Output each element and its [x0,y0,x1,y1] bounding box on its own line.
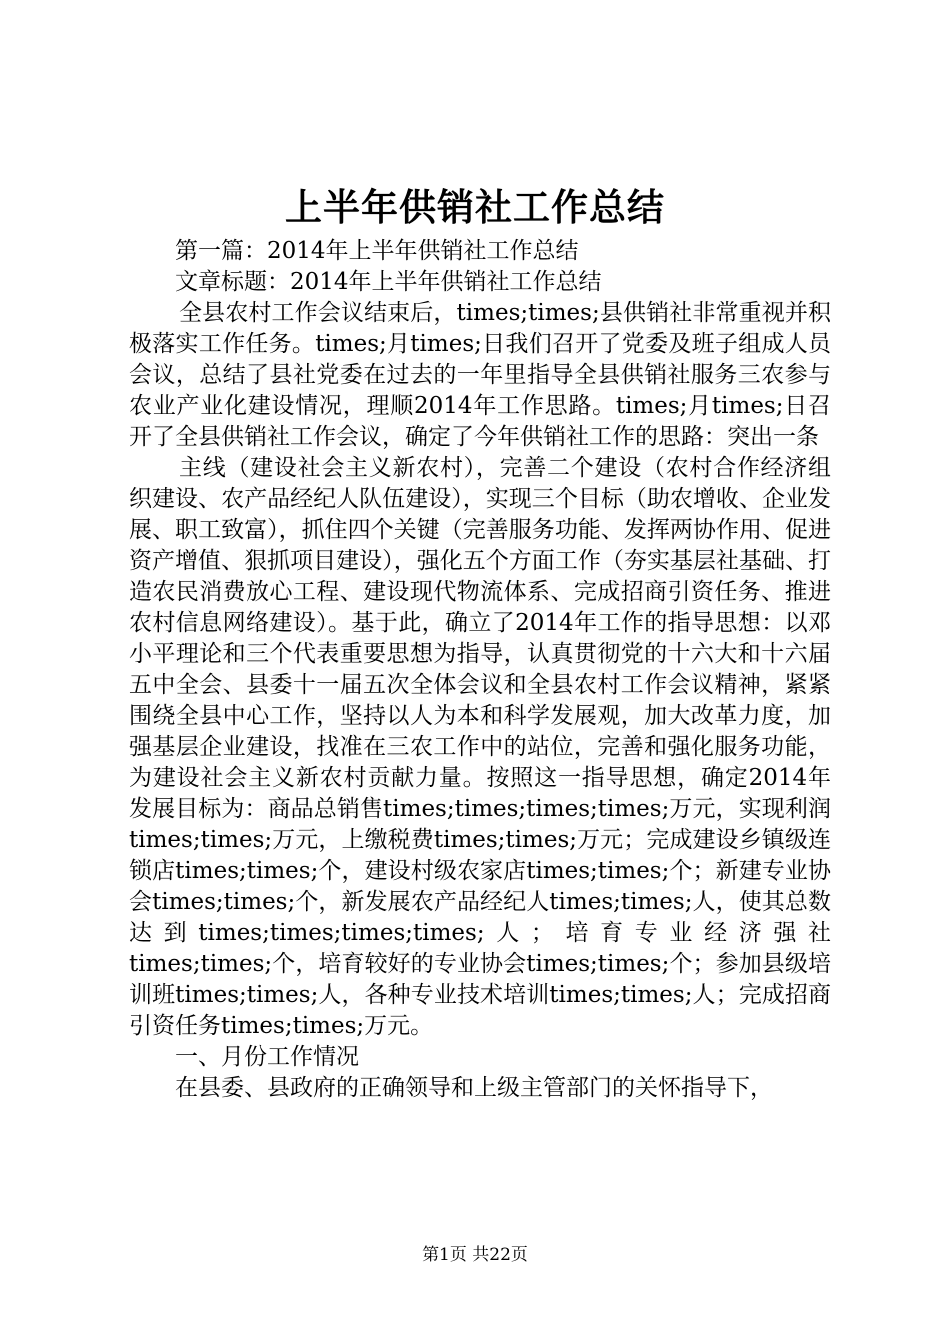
body-paragraph: 在县委、县政府的正确领导和上级主管部门的关怀指导下， [175,1075,773,1101]
section-heading: 一、月份工作情况 [175,1044,359,1070]
body-paragraph: 主线（建设社会主义新农村），完善二个建设（农村合作经济组织建设、农产品经纪人队伍建设），实现三个目标（助农增收、企业发展、职工致富），抓住四个关键（完善服务功能、发挥两协作用、促进资产增值、狠抓项目建设），强化五个方面工作（夯实基层社基础、打造农民消费放心工程、建设现代物流体系、完成招商引资任务、推进农村信息网络建设）。基于此，确立了2014年工作的指导思想：以邓小平理论和三个代表重要思想为指导，认真贯彻党的十六大和十六届五中全会、县委十一届五次全体会议和全县农村工作会议精神，紧紧围绕全县中心工作，坚持以人为本和科学发展观，加大改革力度，加强基层企业建设，找准在三农工作中的站位，完善和强化服务功能，为建设社会主义新农村贡献力量。按照这一指导思想，确定2014年发展目标为：商品总销售times;times;times;times;万元，实现利润times;times;万元，上缴税费times;times;万元；完成建设乡镇级连锁店times;times;个，建设村级农家店times;times;个；新建专业协会times;times;个，新发展农产品经纪人times;times;人，使其总数达到times;times;times;times;人；培育专业经济强社times;times;个，培育较好的专业协会times;times;个；参加县级培训班times;times;人，各种专业技术培训times;times;人；完成招商引资任务times;times;万元。 [129,455,831,1039]
page-number-footer: 第1页 共22页 [422,1245,528,1265]
body-paragraph: 全县农村工作会议结束后，times;times;县供销社非常重视并积极落实工作任务。times;月times;日我们召开了党委及班子组成人员会议，总结了县社党委在过去的一年里指导全县供销社服务三农参与农业产业化建设情况，理顺2014年工作思路。times;月times;日召开了全县供销社工作会议，确定了今年供销社工作的思路：突出一条 [129,300,831,450]
document-body [129,236,831,1104]
chapter-heading: 第一篇：2014年上半年供销社工作总结 [175,238,579,264]
document-title: 上半年供销社工作总结 [285,186,665,229]
article-title-line: 文章标题：2014年上半年供销社工作总结 [175,269,602,295]
